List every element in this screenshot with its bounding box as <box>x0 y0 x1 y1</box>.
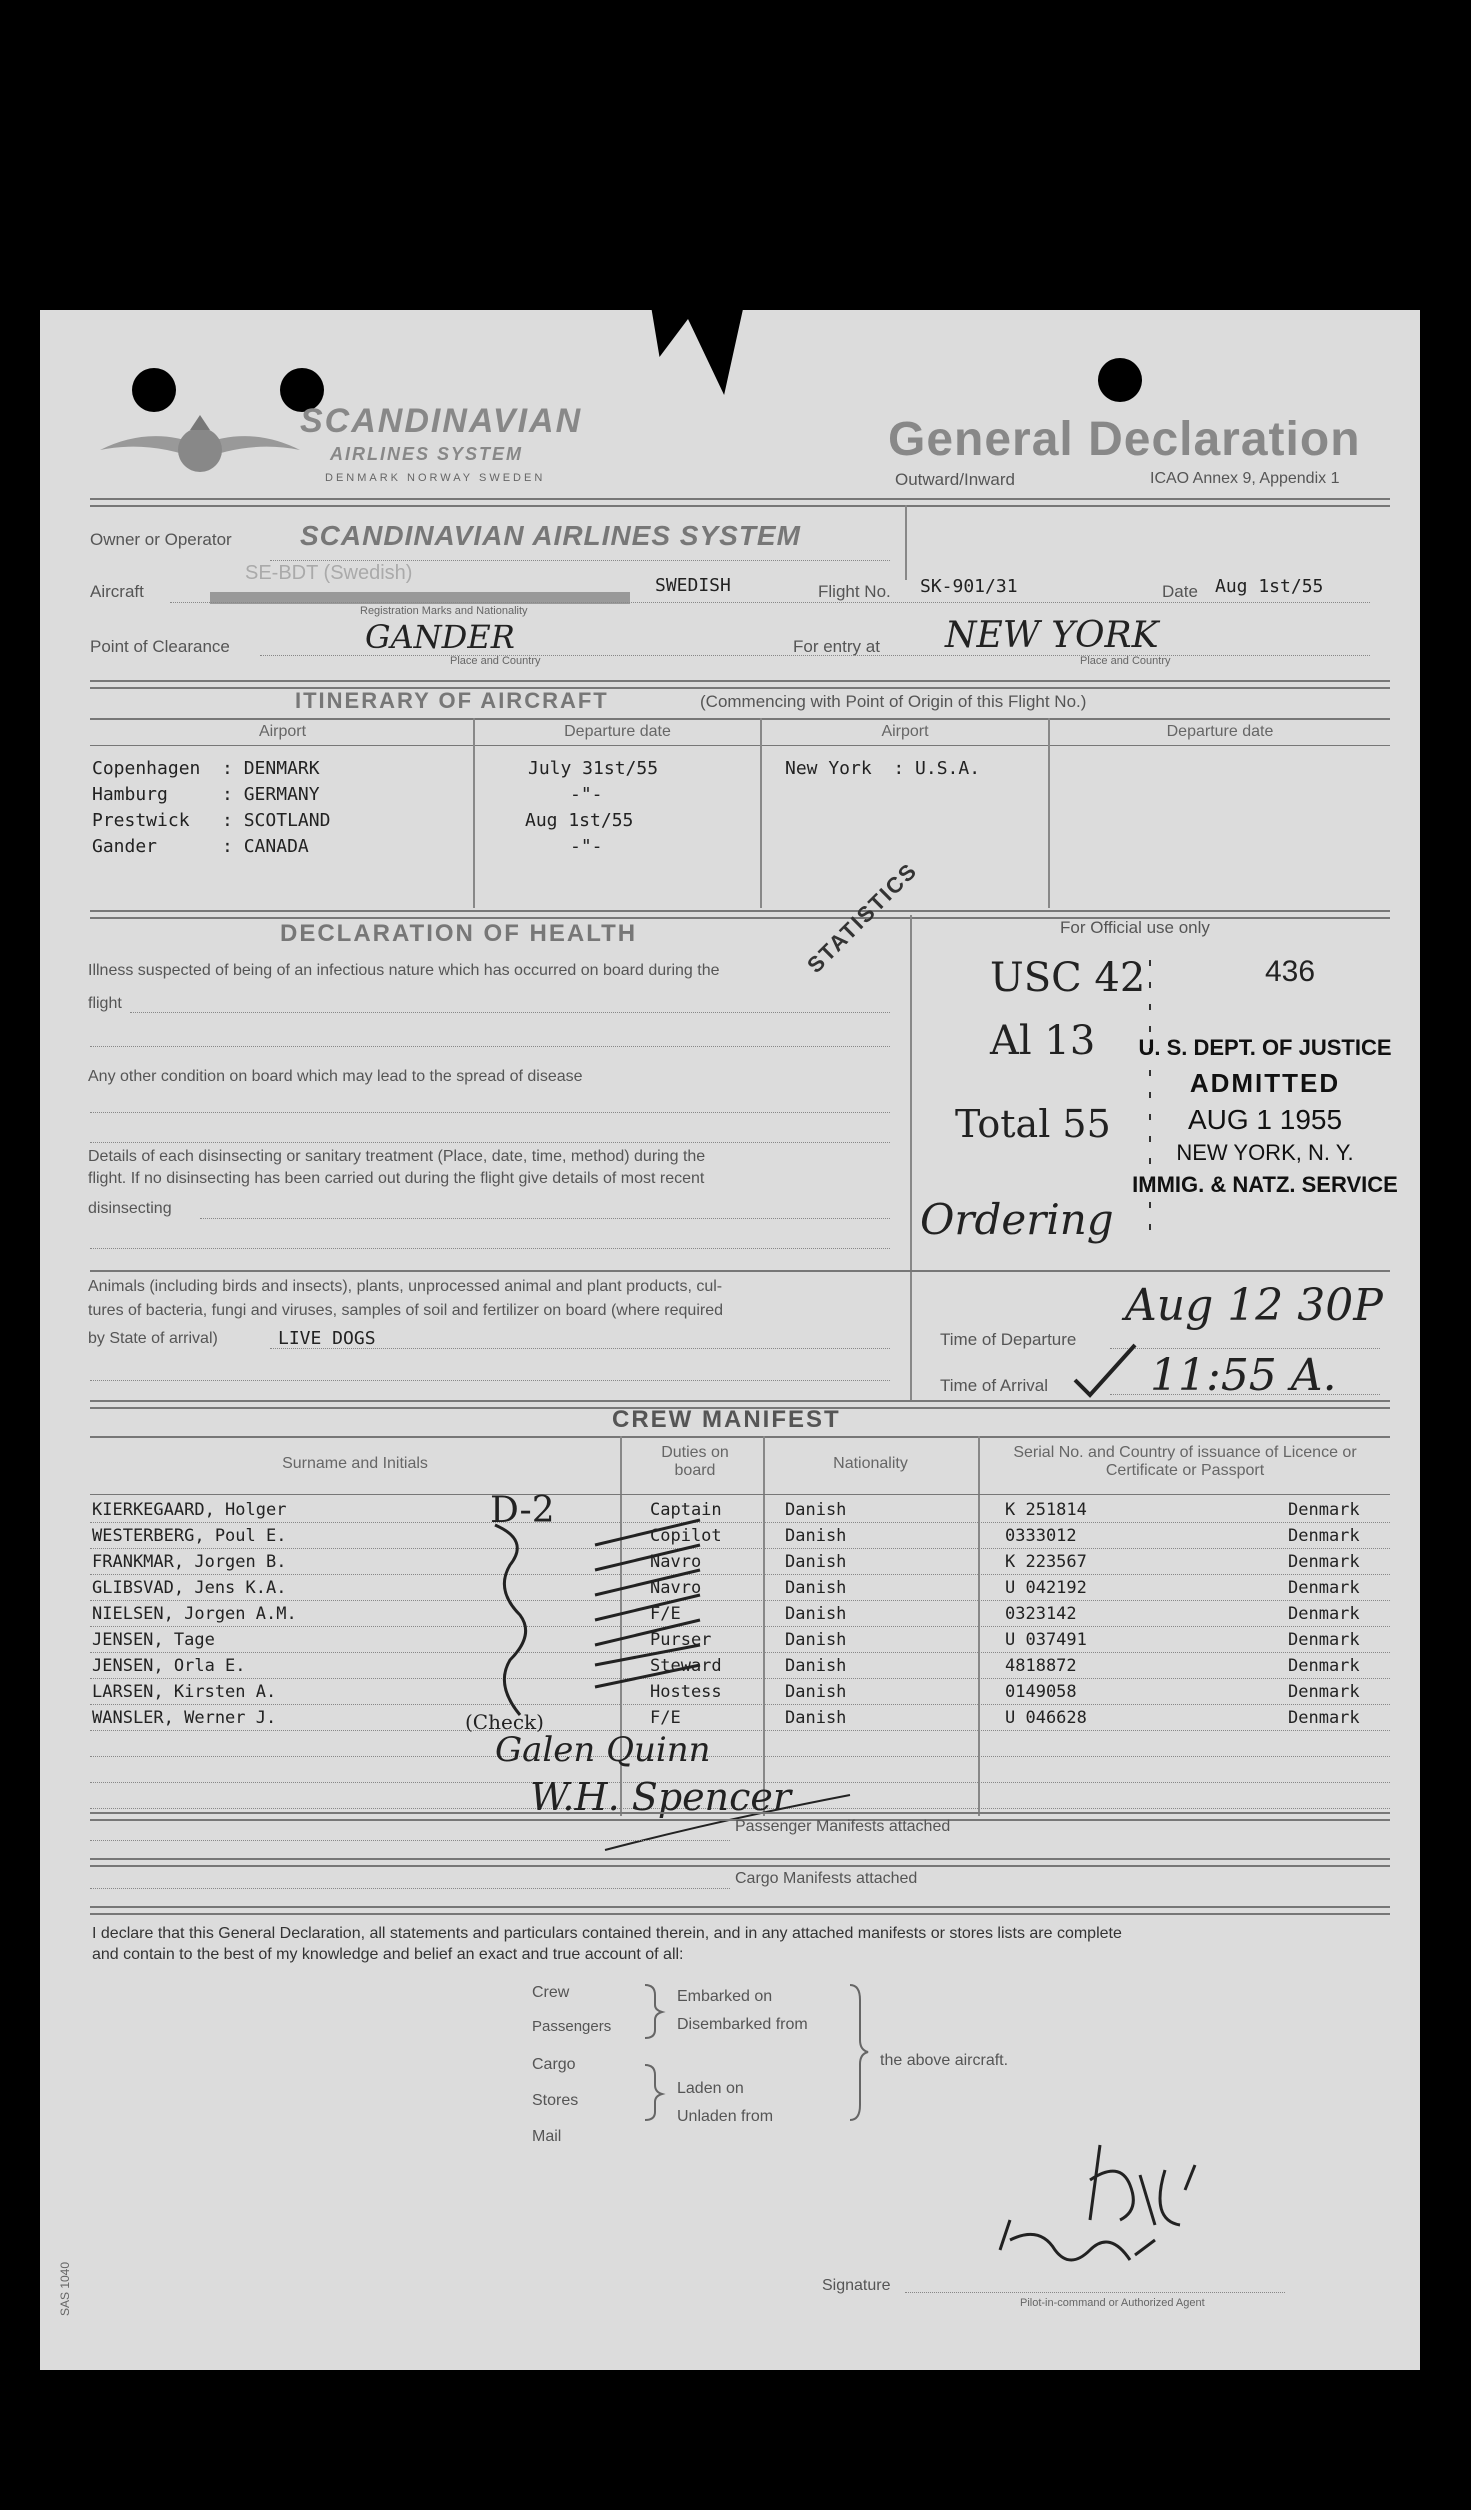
itinerary-airport: Gander : CANADA <box>92 836 309 857</box>
aircraft-line <box>170 602 1370 603</box>
decl-embarked: Embarked on <box>677 1988 773 2005</box>
crew-col-nationality: Nationality <box>833 1455 908 1472</box>
decl-disembarked: Disembarked from <box>677 2016 808 2033</box>
decl-mail: Mail <box>532 2128 562 2145</box>
form-title: General Declaration <box>888 413 1361 466</box>
decl-stores: Stores <box>532 2092 579 2109</box>
aircraft-nationality: SWEDISH <box>655 575 731 596</box>
itinerary-col-departure: Departure date <box>564 723 671 740</box>
crew-serial: U 042192 <box>1005 1578 1087 1598</box>
entry-caption: Place and Country <box>1080 655 1171 667</box>
crew-duty: Copilot <box>650 1526 722 1546</box>
crew-duty: Purser <box>650 1630 712 1650</box>
answer-line <box>90 1840 730 1841</box>
crew-country: Denmark <box>1288 1526 1360 1546</box>
crew-serial: K 251814 <box>1005 1500 1087 1520</box>
decl-unladen: Unladen from <box>677 2108 774 2125</box>
health-q4-cont: tures of bacteria, fungi and viruses, samples of soil and fertilizer on board (where required <box>88 1302 723 1319</box>
airline-logo <box>90 405 310 495</box>
official-divider <box>910 915 912 1400</box>
answer-line <box>90 1046 890 1047</box>
arrival-time-value: 11:55 A. <box>1150 1350 1337 1401</box>
crew-signature: W.H. Spencer <box>530 1775 792 1819</box>
crew-bracket <box>490 1520 540 1720</box>
official-note: Total 55 <box>955 1102 1111 1146</box>
owner-label: Owner or Operator <box>90 530 232 549</box>
crew-title: CREW MANIFEST <box>612 1406 841 1433</box>
crew-duty: Navro <box>650 1578 702 1598</box>
official-note: Ordering <box>920 1195 1114 1244</box>
clearance-value: GANDER <box>365 618 515 656</box>
crew-country: Denmark <box>1288 1552 1360 1572</box>
health-q4: Animals (including birds and insects), plants, unprocessed animal and plant products, cul- <box>88 1278 723 1295</box>
crew-name: KIERKEGAARD, Holger <box>92 1500 287 1520</box>
rule <box>90 1858 1390 1867</box>
row-line <box>90 1730 1390 1731</box>
health-title: DECLARATION OF HEALTH <box>280 920 638 947</box>
answer-line <box>90 1248 890 1249</box>
crew-name: FRANKMAR, Jorgen B. <box>92 1552 287 1572</box>
crew-col-serial: Serial No. and Country of issuance of Licence or Certificate or Passport <box>1013 1444 1357 1479</box>
row-line <box>90 1756 1390 1757</box>
crew-nationality: Danish <box>785 1500 847 1520</box>
crew-duty: Navro <box>650 1552 702 1572</box>
passenger-manifests: Passenger Manifests attached <box>735 1818 951 1835</box>
divider <box>905 505 907 580</box>
crew-serial: U 046628 <box>1005 1708 1087 1728</box>
answer-line <box>200 1218 890 1219</box>
itinerary-col-airport2: Airport <box>881 723 929 740</box>
departure-time-label: Time of Departure <box>940 1330 1077 1349</box>
crew-nationality: Danish <box>785 1656 847 1676</box>
flight-label: Flight No. <box>818 582 891 601</box>
crew-name: JENSEN, Orla E. <box>92 1656 246 1676</box>
crew-country: Denmark <box>1288 1604 1360 1624</box>
itinerary-date: -"- <box>570 836 603 857</box>
crew-country: Denmark <box>1288 1708 1360 1728</box>
crew-nationality: Danish <box>785 1578 847 1598</box>
aircraft-label: Aircraft <box>90 582 144 601</box>
health-q4-value: LIVE DOGS <box>278 1328 376 1349</box>
immigration-stamp-date: AUG 1 1955 <box>1187 1104 1343 1135</box>
crew-name: JENSEN, Tage <box>92 1630 215 1650</box>
clearance-line <box>260 655 1370 656</box>
answer-line <box>90 1112 890 1113</box>
crew-serial: 0323142 <box>1005 1604 1077 1624</box>
answer-line <box>90 1142 890 1143</box>
immigration-stamp-admitted: ADMITTED <box>1189 1068 1341 1098</box>
rule <box>90 718 1390 720</box>
rule <box>90 1494 1390 1495</box>
crew-country: Denmark <box>1288 1500 1360 1520</box>
owner-value: SCANDINAVIAN AIRLINES SYSTEM <box>300 520 801 551</box>
row-line <box>90 1600 1390 1601</box>
entry-value: NEW YORK <box>945 615 1159 656</box>
form-number: SAS 1040 <box>58 2261 73 2317</box>
itinerary-date: Aug 1st/55 <box>525 810 634 831</box>
crew-duty: Captain <box>650 1500 722 1520</box>
decl-crew: Crew <box>532 1984 570 2001</box>
crew-name: GLIBSVAD, Jens K.A. <box>92 1578 287 1598</box>
decl-laden: Laden on <box>677 2080 744 2097</box>
signature-caption: Pilot-in-command or Authorized Agent <box>1020 2297 1205 2309</box>
answer-line <box>1110 1348 1380 1349</box>
itinerary-airport2: New York : U.S.A. <box>785 758 981 779</box>
pilot-signature <box>980 2130 1220 2290</box>
outward-inward: Outward/Inward <box>895 470 1015 489</box>
icao-reference: ICAO Annex 9, Appendix 1 <box>1150 470 1340 487</box>
crew-col-name: Surname and Initials <box>282 1455 428 1472</box>
crew-country: Denmark <box>1288 1656 1360 1676</box>
crew-duty: Hostess <box>650 1682 722 1702</box>
airline-countries: DENMARK NORWAY SWEDEN <box>325 472 546 484</box>
crew-mark: D-2 <box>490 1490 555 1531</box>
health-q3: Details of each disinsecting or sanitary treatment (Place, date, time, method) during the <box>88 1148 706 1165</box>
crew-country: Denmark <box>1288 1630 1360 1650</box>
health-q1-cont: flight <box>88 995 122 1012</box>
crew-serial: 0333012 <box>1005 1526 1077 1546</box>
health-q1: Illness suspected of being of an infectious nature which has occurred on board during the <box>88 962 720 979</box>
health-q2: Any other condition on board which may lead to the spread of disease <box>88 1068 583 1085</box>
owner-line <box>270 560 890 561</box>
itinerary-date: July 31st/55 <box>528 758 659 779</box>
entry-label: For entry at <box>793 637 880 656</box>
crew-country: Denmark <box>1288 1682 1360 1702</box>
declaration-text: I declare that this General Declaration, all statements and particulars contained therein, and in any attached manifests or stores lists are complete <box>92 1925 1122 1942</box>
itinerary-subtitle: (Commencing with Point of Origin of this Flight No.) <box>700 692 1087 711</box>
departure-time-value: Aug 12 30P <box>1125 1280 1383 1331</box>
crew-duty: F/E <box>650 1708 681 1728</box>
rule <box>90 1436 1390 1438</box>
row-line <box>90 1678 1390 1679</box>
signature-line <box>905 2292 1285 2293</box>
airline-name: SCANDINAVIAN <box>300 402 583 440</box>
date-value: Aug 1st/55 <box>1215 576 1324 597</box>
answer-line <box>1110 1394 1380 1395</box>
answer-line <box>90 1380 890 1381</box>
itinerary-airport: Hamburg : GERMANY <box>92 784 320 805</box>
crew-col-duties: Duties on board <box>661 1444 729 1479</box>
airline-sub: AIRLINES SYSTEM <box>330 444 524 464</box>
crew-nationality: Danish <box>785 1708 847 1728</box>
aircraft-registration: SE-BDT (Swedish) <box>245 562 413 584</box>
crew-serial: U 037491 <box>1005 1630 1087 1650</box>
crew-serial: K 223567 <box>1005 1552 1087 1572</box>
decl-passengers: Passengers <box>532 2018 612 2035</box>
row-line <box>90 1652 1390 1653</box>
decl-cargo: Cargo <box>532 2056 576 2073</box>
rule <box>90 1906 1390 1915</box>
immigration-stamp-service: IMMIG. & NATZ. SERVICE <box>1132 1172 1398 1197</box>
col-divider <box>473 718 475 908</box>
crew-tick-lines <box>590 1515 720 1715</box>
col-divider <box>760 718 762 908</box>
crew-nationality: Danish <box>785 1604 847 1624</box>
row-line <box>90 1626 1390 1627</box>
official-title: For Official use only <box>1060 918 1210 937</box>
official-note: USC 42 <box>990 955 1146 1001</box>
crew-country: Denmark <box>1288 1578 1360 1598</box>
itinerary-airport: Prestwick : SCOTLAND <box>92 810 331 831</box>
answer-line <box>90 1888 730 1889</box>
crew-duty: Steward <box>650 1656 722 1676</box>
crew-serial: 0149058 <box>1005 1682 1077 1702</box>
official-note: Al 13 <box>990 1018 1096 1064</box>
itinerary-title: ITINERARY OF AIRCRAFT <box>295 688 609 713</box>
statistics-stamp: STATISTICS <box>802 857 923 978</box>
itinerary-col-departure2: Departure date <box>1166 723 1274 740</box>
row-line <box>90 1548 1390 1549</box>
date-label: Date <box>1162 582 1198 601</box>
punch-hole <box>1098 358 1142 402</box>
official-number: 436 <box>1265 955 1316 988</box>
crew-nationality: Danish <box>785 1630 847 1650</box>
itinerary-col-airport: Airport <box>258 723 307 740</box>
health-q4-end: by State of arrival) <box>88 1330 218 1347</box>
clearance-label: Point of Clearance <box>90 637 230 656</box>
cargo-manifests: Cargo Manifests attached <box>735 1870 918 1887</box>
crew-signature: Galen Quinn <box>495 1730 711 1770</box>
crew-name: WESTERBERG, Poul E. <box>92 1526 287 1546</box>
row-line <box>90 1574 1390 1575</box>
health-q3-cont: flight. If no disinsecting has been carried out during the flight give details of most recent <box>88 1170 705 1187</box>
crew-nationality: Danish <box>785 1526 847 1546</box>
crew-name: LARSEN, Kirsten A. <box>92 1682 277 1702</box>
col-divider <box>1048 718 1050 908</box>
crew-name: WANSLER, Werner J. <box>92 1708 277 1728</box>
arrival-time-label: Time of Arrival <box>940 1376 1049 1395</box>
itinerary-airport: Copenhagen : DENMARK <box>92 758 320 779</box>
row-line <box>90 1704 1390 1705</box>
check-note: (Check) <box>465 1710 544 1734</box>
row-line <box>90 1522 1390 1523</box>
crew-nationality: Danish <box>785 1682 847 1702</box>
immigration-stamp-line: U. S. DEPT. OF JUSTICE <box>1138 1035 1392 1060</box>
crew-duty: F/E <box>650 1604 681 1624</box>
crew-nationality: Danish <box>785 1552 847 1572</box>
clearance-caption: Place and Country <box>450 655 541 667</box>
immigration-stamp-city: NEW YORK, N. Y. <box>1176 1140 1354 1165</box>
crew-serial: 4818872 <box>1005 1656 1077 1676</box>
rule <box>90 498 1390 507</box>
crew-name: NIELSEN, Jorgen A.M. <box>92 1604 297 1624</box>
check-mark <box>1070 1340 1140 1400</box>
health-q3-end: disinsecting <box>88 1200 172 1217</box>
answer-line <box>270 1348 890 1349</box>
answer-line <box>130 1012 890 1013</box>
rule <box>910 1270 1390 1272</box>
aircraft-caption: Registration Marks and Nationality <box>360 605 528 617</box>
decl-above: the above aircraft. <box>880 2052 1009 2069</box>
declaration-text-cont: and contain to the best of my knowledge and belief an exact and true account of all: <box>92 1946 684 1963</box>
rule <box>90 680 1390 689</box>
rule <box>90 745 1390 746</box>
itinerary-date: -"- <box>570 784 603 805</box>
flight-number: SK-901/31 <box>920 576 1018 597</box>
signature-label: Signature <box>822 2277 891 2294</box>
